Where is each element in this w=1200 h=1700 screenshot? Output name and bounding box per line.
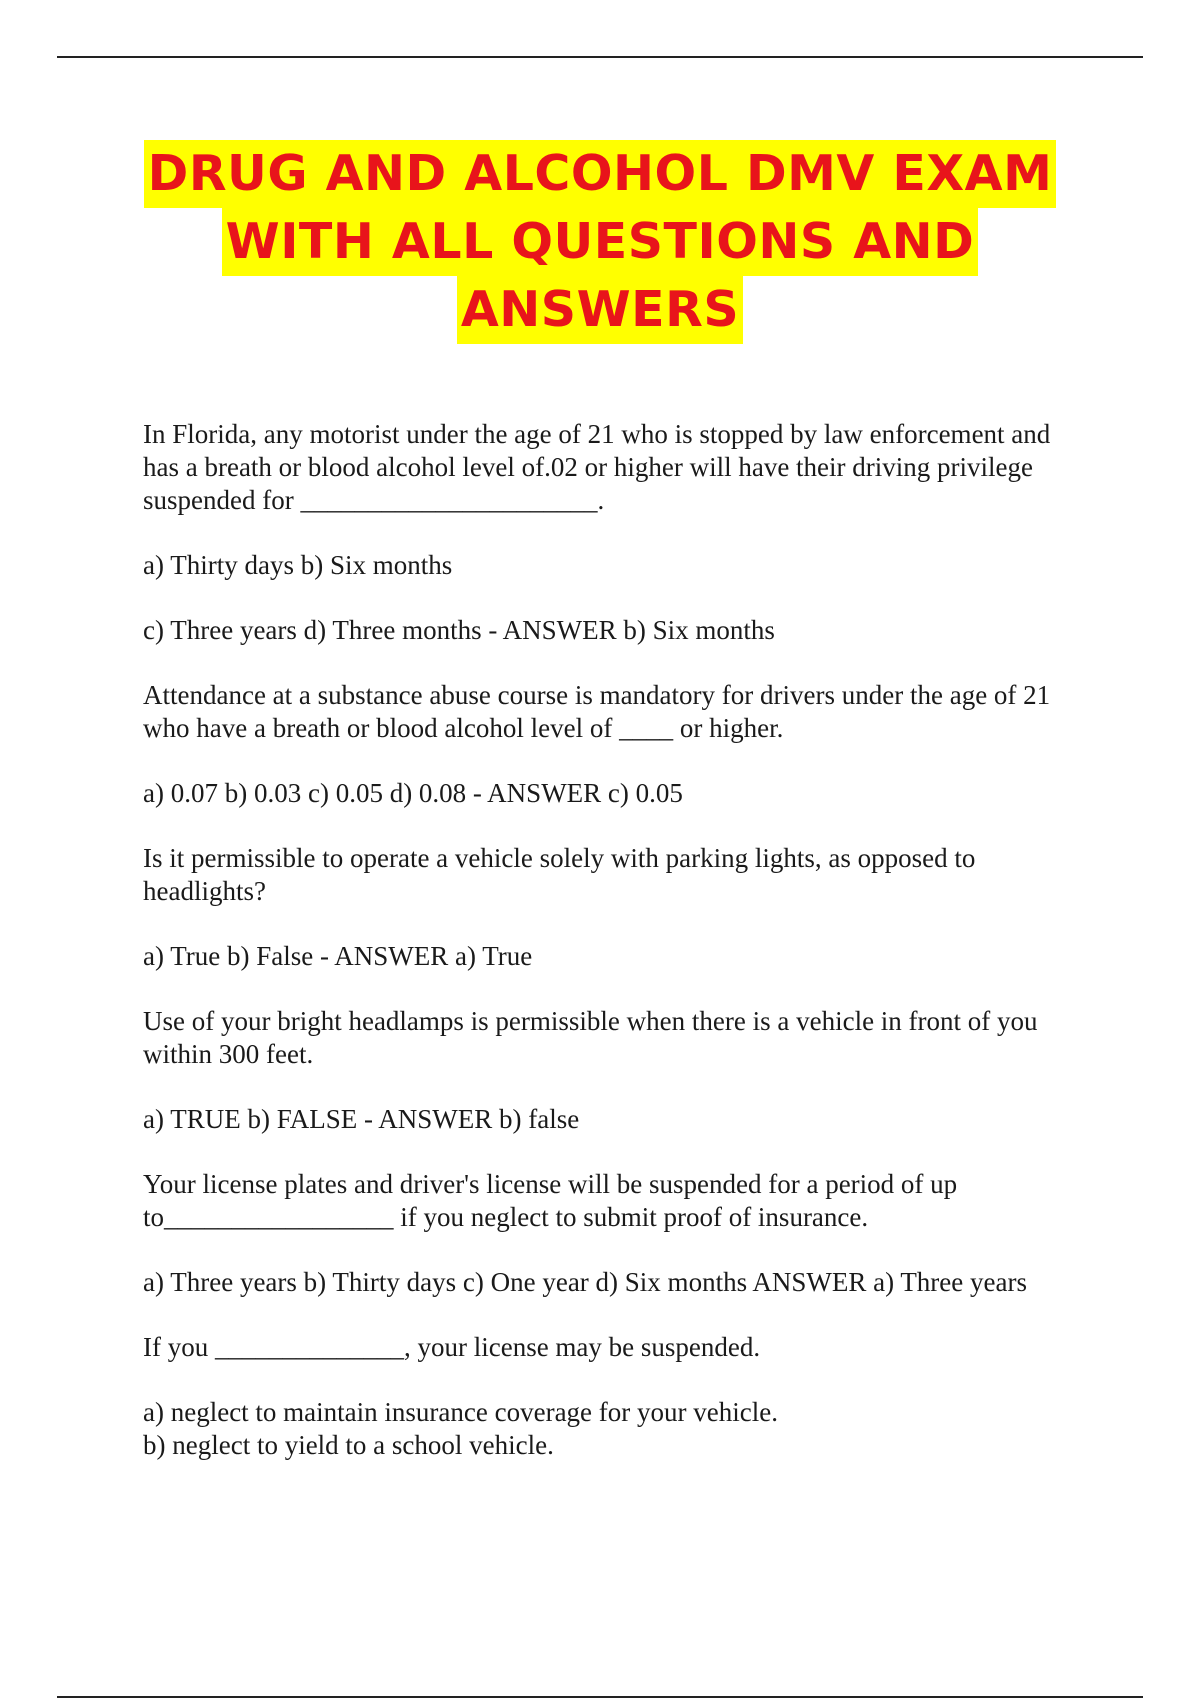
- top-rule: [57, 56, 1143, 58]
- question-4-options-answer: a) TRUE b) FALSE - ANSWER b) false: [143, 1104, 580, 1134]
- question-2: Attendance at a substance abuse course is mandatory for drivers under the age of 21 who have a breath or blood alcohol level of ____ or higher.: [143, 680, 1051, 743]
- question-5: Your license plates and driver's license will be suspended for a period of up to_________________ if you neglect to submit proof of insurance.: [143, 1169, 958, 1232]
- title-line-2-text: WITH ALL QUESTIONS AND: [222, 208, 979, 276]
- question-1-options-b-answer: c) Three years d) Three months - ANSWER b) Six months: [143, 615, 775, 645]
- question-6-option-a: a) neglect to maintain insurance coverage for your vehicle.: [143, 1397, 778, 1427]
- title-line-1: [0, 140, 1200, 208]
- question-6-option-b: b) neglect to yield to a school vehicle.: [143, 1430, 554, 1460]
- question-1: In Florida, any motorist under the age of 21 who is stopped by law enforcement and has a breath or blood alcohol level of.02 or higher will have their driving privilege suspended for ______________________.: [143, 419, 1051, 515]
- question-5-options-answer: a) Three years b) Thirty days c) One year d) Six months ANSWER a) Three years: [143, 1267, 1027, 1297]
- title-line-3: [0, 276, 1200, 344]
- question-6: If you ______________, your license may be suspended.: [143, 1332, 761, 1362]
- question-2-options-answer: a) 0.07 b) 0.03 c) 0.05 d) 0.08 - ANSWER c) 0.05: [143, 778, 683, 808]
- question-3-options-answer: a) True b) False - ANSWER a) True: [143, 941, 533, 971]
- title-line-1-text: DRUG AND ALCOHOL DMV EXAM: [144, 140, 1057, 208]
- question-3: Is it permissible to operate a vehicle solely with parking lights, as opposed to headlights?: [143, 843, 976, 906]
- bottom-rule: [57, 1696, 1143, 1698]
- document-title: [0, 140, 1200, 344]
- question-4: Use of your bright headlamps is permissible when there is a vehicle in front of you within 300 feet.: [143, 1006, 1038, 1069]
- document-body: [143, 418, 1093, 1462]
- title-line-2: [0, 208, 1200, 276]
- title-line-3-text: ANSWERS: [457, 276, 743, 344]
- question-1-options-a: a) Thirty days b) Six months: [143, 550, 453, 580]
